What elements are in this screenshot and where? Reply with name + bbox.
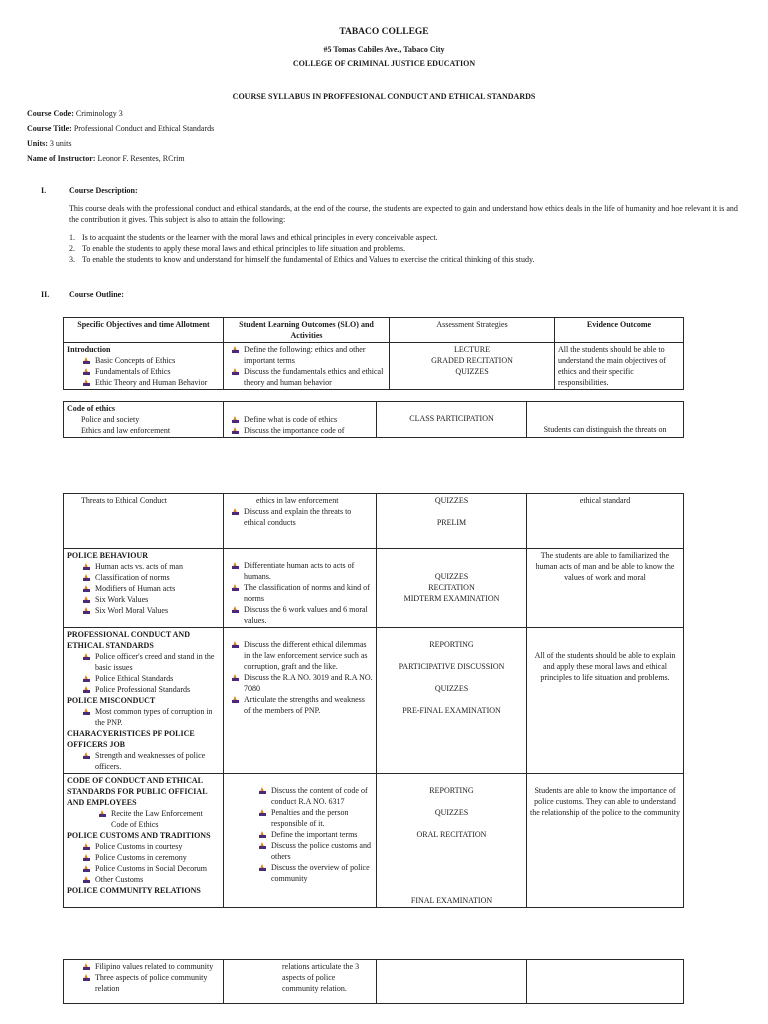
slo-cell bbox=[224, 549, 377, 628]
objectives-cell bbox=[64, 628, 224, 774]
evidence-cell: ethical standard bbox=[527, 494, 684, 549]
list-item: Three aspects of police community relation bbox=[67, 972, 220, 994]
units-line bbox=[27, 138, 71, 149]
list-item: Discuss the police customs and others bbox=[257, 840, 373, 862]
table-header-row bbox=[64, 318, 684, 343]
bullet-icon bbox=[83, 686, 89, 693]
topic-heading: Code of ethics bbox=[67, 404, 115, 413]
table-row bbox=[64, 960, 684, 1004]
topic-heading: POLICE CUSTOMS AND TRADITIONS bbox=[67, 831, 211, 840]
list-item: Most common types of corruption in the PNP. bbox=[67, 706, 220, 728]
course-code-label: Course Code: bbox=[27, 109, 74, 118]
list-item: Police Customs in courtesy bbox=[67, 841, 220, 852]
bullet-icon bbox=[83, 596, 89, 603]
bullet-icon bbox=[232, 584, 238, 591]
topic-heading: CHARACYERISTICES PF POLICE OFFICERS JOB bbox=[67, 729, 195, 749]
bullet-icon bbox=[232, 416, 238, 423]
list-item: Other Customs bbox=[67, 874, 220, 885]
list-item: Define what is code of ethics bbox=[227, 414, 373, 425]
list-item: Six Worl Moral Values bbox=[67, 605, 220, 616]
evidence-cell: All of the students should be able to explain and apply these moral laws and ethical principles to life situation and problems. bbox=[527, 628, 684, 774]
list-item: Police and society bbox=[81, 415, 140, 424]
assessment-cell bbox=[377, 960, 527, 1004]
list-item: Define the important terms bbox=[257, 829, 373, 840]
list-item: Filipino values related to community bbox=[67, 961, 220, 972]
bullet-icon bbox=[259, 787, 265, 794]
list-item: Modifiers of Human acts bbox=[67, 583, 220, 594]
objectives-cell bbox=[64, 343, 224, 390]
assessment-cell: CLASS PARTICIPATION bbox=[377, 402, 527, 438]
list-item: Discuss the R.A NO. 3019 and R.A NO. 7080 bbox=[227, 672, 373, 694]
objectives-cell bbox=[64, 402, 224, 438]
evidence-cell: Students can distinguish the threats on bbox=[527, 402, 684, 438]
bullet-icon bbox=[232, 368, 238, 375]
bullet-icon bbox=[99, 810, 105, 817]
slo-cell bbox=[224, 628, 377, 774]
course-title-value: Professional Conduct and Ethical Standards bbox=[73, 124, 215, 133]
instructor-line bbox=[27, 153, 185, 164]
objective-item: 2. To enable the students to apply these moral laws and ethical principles to life situation and problems. bbox=[69, 244, 406, 253]
objectives-list bbox=[69, 232, 749, 265]
objectives-cell bbox=[64, 549, 224, 628]
objective-item: 1. Is to acquaint the students or the learner with the moral laws and ethical principles in every conceivable aspect. bbox=[69, 233, 438, 242]
bullet-icon bbox=[83, 865, 89, 872]
outline-table-2 bbox=[63, 401, 684, 438]
list-item: Classification of norms bbox=[67, 572, 220, 583]
section-2-heading: Course Outline: bbox=[69, 290, 124, 299]
table-row bbox=[64, 343, 684, 390]
slo-cell: ethics in law enforcement Discuss and explain the threats to ethical conducts bbox=[224, 494, 377, 549]
evidence-cell: The students are able to familiarized the human acts of man and be able to know the values of work and moral bbox=[527, 549, 684, 628]
bullet-icon bbox=[259, 864, 265, 871]
bullet-icon bbox=[83, 675, 89, 682]
instructor-value: Leonor F. Resentes, RCrim bbox=[97, 154, 185, 163]
bullet-icon bbox=[259, 842, 265, 849]
table-row bbox=[64, 549, 684, 628]
table-row bbox=[64, 494, 684, 549]
topic-heading: PROFESSIONAL CONDUCT AND ETHICAL STANDARDS bbox=[67, 630, 190, 650]
bullet-icon bbox=[83, 653, 89, 660]
slo-cell bbox=[224, 774, 377, 908]
bullet-icon bbox=[83, 357, 89, 364]
slo-cell: relations articulate the 3 aspects of police community relation. bbox=[224, 960, 377, 1004]
slo-cell bbox=[224, 343, 390, 390]
course-code-line bbox=[27, 108, 123, 119]
list-item: Discuss the overview of police community bbox=[257, 862, 373, 884]
school-address: #5 Tomas Cabiles Ave., Tabaco City bbox=[323, 45, 445, 54]
list-item: Ethics and law enforcement bbox=[81, 426, 171, 435]
assessment-cell: REPORTING PARTICIPATIVE DISCUSSION QUIZZES PRE-FINAL EXAMINATION bbox=[377, 628, 527, 774]
topic-heading: POLICE COMMUNITY RELATIONS bbox=[67, 886, 201, 895]
assessment-cell: REPORTING QUIZZES ORAL RECITATION FINAL EXAMINATION bbox=[377, 774, 527, 908]
section-1-heading: Course Description: bbox=[69, 186, 138, 195]
syllabus-title: COURSE SYLLABUS IN PROFFESIONAL CONDUCT AND ETHICAL STANDARDS bbox=[232, 92, 536, 101]
slo-cell bbox=[224, 402, 377, 438]
topic-heading: Introduction bbox=[67, 345, 111, 354]
col-header-evidence: Evidence Outcome bbox=[555, 318, 684, 343]
bullet-icon bbox=[83, 708, 89, 715]
bullet-icon bbox=[232, 696, 238, 703]
outline-table-1 bbox=[63, 317, 684, 390]
units-label: Units: bbox=[27, 139, 48, 148]
bullet-icon bbox=[83, 379, 89, 386]
course-title-label: Course Title: bbox=[27, 124, 72, 133]
instructor-label: Name of Instructor: bbox=[27, 154, 96, 163]
topic-heading: POLICE BEHAVIOUR bbox=[67, 551, 148, 560]
bullet-icon bbox=[83, 607, 89, 614]
objectives-cell bbox=[64, 774, 224, 908]
bullet-icon bbox=[83, 876, 89, 883]
course-description-text: This course deals with the professional conduct and ethical standards, at the end of the course, the students are expected to gain and understand how ethics deals in the life of humanity and hoe relevant it is and the contribution it gives. This subject is also to attain the following: bbox=[69, 204, 738, 224]
list-item: Discuss and explain the threats to ethical conducts bbox=[227, 506, 373, 528]
bullet-icon bbox=[83, 368, 89, 375]
bullet-icon bbox=[259, 831, 265, 838]
list-item: Recite the Law Enforcement Code of Ethics bbox=[67, 808, 220, 830]
college-name: COLLEGE OF CRIMINAL JUSTICE EDUCATION bbox=[292, 59, 476, 68]
course-code-value: Criminology 3 bbox=[75, 109, 123, 118]
table-row bbox=[64, 402, 684, 438]
list-item: Discuss the 6 work values and 6 moral values. bbox=[227, 604, 373, 626]
table-row bbox=[64, 774, 684, 908]
topic-heading: CODE OF CONDUCT AND ETHICAL STANDARDS FOR PUBLIC OFFICIAL AND EMPLOYEES bbox=[67, 776, 208, 807]
assessment-cell: LECTURE GRADED RECITATION QUIZZES bbox=[390, 343, 555, 390]
list-item: Ethic Theory and Human Behavior bbox=[67, 377, 220, 388]
list-item: Basic Concepts of Ethics bbox=[67, 355, 220, 366]
section-2-number: II. bbox=[41, 290, 50, 299]
objective-item: 3. To enable the students to know and understand for himself the fundamental of Ethics and Values to exercise the critical thinking of this study. bbox=[69, 255, 535, 264]
list-item: Differentiate human acts to acts of humans. bbox=[227, 560, 373, 582]
list-item: Define the following: ethics and other important terms bbox=[227, 344, 386, 366]
assessment-cell: QUIZZES RECITATION MIDTERM EXAMINATION bbox=[377, 549, 527, 628]
school-name: TABACO COLLEGE bbox=[339, 27, 429, 37]
bullet-icon bbox=[83, 585, 89, 592]
bullet-icon bbox=[83, 843, 89, 850]
list-item: Discuss the fundamentals ethics and ethical theory and human behavior bbox=[227, 366, 386, 388]
list-item: Police Customs in Social Decorum bbox=[67, 863, 220, 874]
outline-table-3 bbox=[63, 493, 684, 908]
bullet-icon bbox=[232, 562, 238, 569]
bullet-icon bbox=[232, 508, 238, 515]
bullet-icon bbox=[232, 606, 238, 613]
col-header-assessment: Assessment Strategies bbox=[390, 318, 555, 343]
bullet-icon bbox=[232, 427, 238, 434]
objectives-cell bbox=[64, 960, 224, 1004]
list-item: Police Ethical Standards bbox=[67, 673, 220, 684]
col-header-slo: Student Learning Outcomes (SLO) and Activities bbox=[224, 318, 390, 343]
bullet-icon bbox=[83, 854, 89, 861]
list-item: Strength and weaknesses of police officers. bbox=[67, 750, 220, 772]
bullet-icon bbox=[232, 346, 238, 353]
bullet-icon bbox=[259, 809, 265, 816]
bullet-icon bbox=[83, 974, 89, 981]
objectives-cell: Threats to Ethical Conduct bbox=[64, 494, 224, 549]
list-item: Human acts vs. acts of man bbox=[67, 561, 220, 572]
list-item: Discuss the importance code of bbox=[227, 425, 373, 436]
outline-table-4 bbox=[63, 959, 684, 1004]
list-item: Discuss the different ethical dilemmas in the law enforcement service such as corruption, graft and the like. bbox=[227, 639, 373, 672]
evidence-cell bbox=[527, 960, 684, 1004]
list-item: Fundamentals of Ethics bbox=[67, 366, 220, 377]
list-item: Police officer's creed and stand in the basic issues bbox=[67, 651, 220, 673]
bullet-icon bbox=[232, 641, 238, 648]
list-item: Six Work Values bbox=[67, 594, 220, 605]
bullet-icon bbox=[83, 574, 89, 581]
table-row bbox=[64, 628, 684, 774]
bullet-icon bbox=[83, 752, 89, 759]
units-value: 3 units bbox=[49, 139, 72, 148]
list-item: Penalties and the person responsible of it. bbox=[257, 807, 373, 829]
section-1-number: I. bbox=[41, 186, 47, 195]
evidence-cell: Students are able to know the importance of police customs. They can able to understand the relationship of the police to the community bbox=[527, 774, 684, 908]
topic-heading: POLICE MISCONDUCT bbox=[67, 696, 156, 705]
evidence-cell: All the students should be able to understand the main objectives of ethics and their specific responsibilities. bbox=[555, 343, 684, 390]
list-item: Discuss the content of code of conduct R.A NO. 6317 bbox=[257, 785, 373, 807]
col-header-objectives: Specific Objectives and time Allotment bbox=[64, 318, 224, 343]
list-item: Police Customs in ceremony bbox=[67, 852, 220, 863]
assessment-cell: QUIZZES PRELIM bbox=[377, 494, 527, 549]
course-title-line bbox=[27, 123, 214, 134]
list-item: Articulate the strengths and weakness of the members of PNP. bbox=[227, 694, 373, 716]
bullet-icon bbox=[83, 963, 89, 970]
list-item: The classification of norms and kind of norms bbox=[227, 582, 373, 604]
list-item: Police Professional Standards bbox=[67, 684, 220, 695]
bullet-icon bbox=[232, 674, 238, 681]
bullet-icon bbox=[83, 563, 89, 570]
